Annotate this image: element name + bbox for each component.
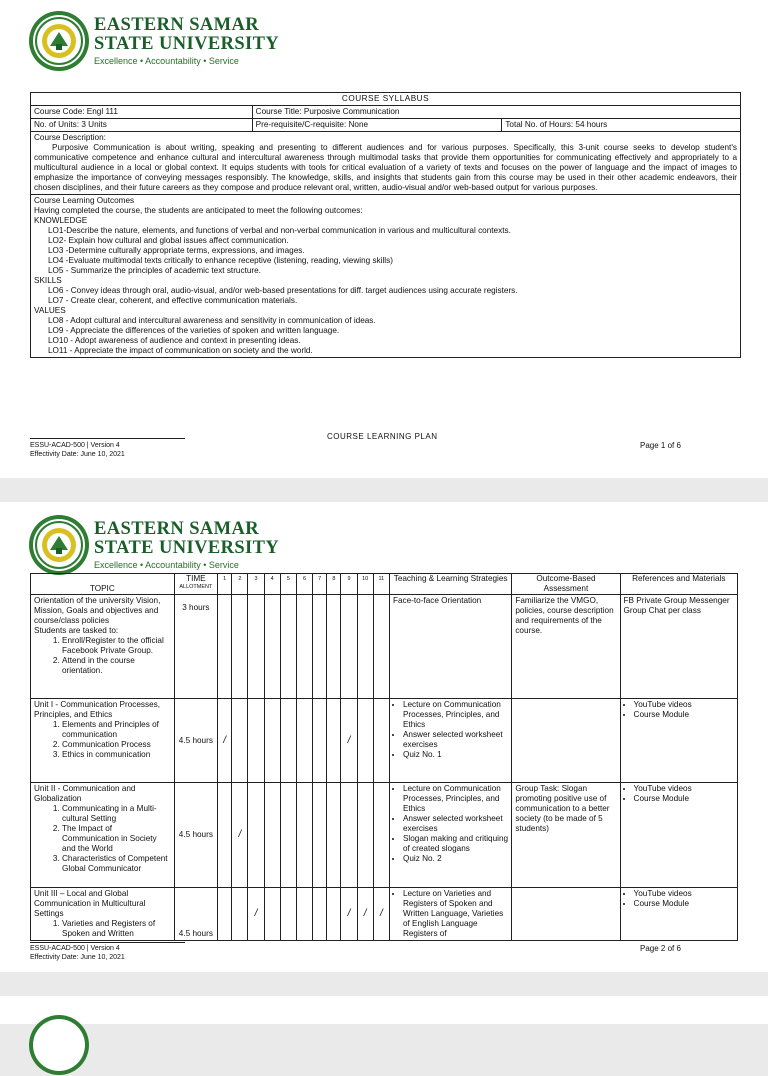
plan-row-unit-3 xyxy=(31,888,738,941)
outcome-item: LO6 - Convey ideas through oral, audio-visual, and/or web-based presentations for diff. target audiences using accurate registers. xyxy=(48,286,518,295)
week-mark xyxy=(373,595,389,699)
header-week: 8 xyxy=(327,574,341,595)
topic-item: 2. The Impact of Communication in Society and the World xyxy=(62,824,171,854)
week-mark: / xyxy=(357,888,373,941)
course-prerequisite: Pre-requisite/C-requisite: None xyxy=(252,119,502,132)
syllabus-title: COURSE SYLLABUS xyxy=(31,93,741,106)
week-mark xyxy=(313,888,327,941)
reference-item: • Course Module xyxy=(634,899,734,909)
strategy-item: • Answer selected worksheet exercises xyxy=(403,730,508,750)
week-mark xyxy=(232,699,248,783)
course-description xyxy=(31,132,741,195)
effectivity-date: Effectivity Date: June 10, 2021 xyxy=(30,954,125,961)
page-3 xyxy=(0,996,768,1024)
page-1 xyxy=(0,0,768,478)
topic-item: 1. Elements and Principles of communication xyxy=(62,720,171,740)
week-mark xyxy=(264,595,280,699)
topic-cell xyxy=(31,699,175,783)
footer-divider xyxy=(30,942,185,943)
week-mark: / xyxy=(218,699,232,783)
university-logo xyxy=(28,514,279,576)
header-week: 2 xyxy=(232,574,248,595)
reference-item: • YouTube videos xyxy=(634,784,734,794)
university-name-line1: EASTERN SAMAR xyxy=(94,519,260,539)
time-allotment: 4.5 hours xyxy=(174,888,217,941)
topic-intro: Unit I - Communication Processes, Principles, and Ethics xyxy=(34,700,161,719)
header-topic: TOPIC xyxy=(31,574,175,595)
week-mark xyxy=(313,783,327,888)
university-logo xyxy=(28,10,279,72)
course-learning-plan-table xyxy=(30,573,738,941)
university-name-line1: EASTERN SAMAR xyxy=(94,15,260,35)
week-mark xyxy=(280,595,296,699)
time-allotment: 3 hours xyxy=(174,595,217,699)
knowledge-label: KNOWLEDGE xyxy=(34,216,88,225)
header-time-label: TIME xyxy=(186,574,206,583)
university-motto: Excellence • Accountability • Service xyxy=(94,56,239,66)
page-number: Page 2 of 6 xyxy=(640,944,681,953)
topic-item: 1. Enroll/Register to the official Facebook Private Group. xyxy=(62,636,171,656)
university-motto: Excellence • Accountability • Service xyxy=(94,560,239,570)
assessment-cell: Group Task: Slogan promoting positive use of communication to a better society (to be made of 5 students) xyxy=(512,783,620,888)
document-code: ESSU-ACAD-500 | Version 4 xyxy=(30,945,120,952)
week-mark xyxy=(218,595,232,699)
assessment-cell: Familiarize the VMGO, policies, course description and requirements of the course. xyxy=(512,595,620,699)
header-references: References and Materials xyxy=(620,574,737,595)
outcome-item: LO5 - Summarize the principles of academic text structure. xyxy=(48,266,261,275)
course-units: No. of Units: 3 Units xyxy=(31,119,253,132)
week-mark xyxy=(296,783,312,888)
week-mark: / xyxy=(341,888,357,941)
topic-item: 3. Ethics in communication xyxy=(62,750,171,760)
header-week: 6 xyxy=(296,574,312,595)
outcome-item: LO2- Explain how cultural and global issues affect communication. xyxy=(48,236,289,245)
description-label: Course Description: xyxy=(34,133,106,142)
week-mark xyxy=(248,595,264,699)
university-name-line2: STATE UNIVERSITY xyxy=(94,538,280,558)
outcome-item: LO8 - Adopt cultural and intercultural awareness and sensitivity in communication of ideas. xyxy=(48,316,376,325)
topic-intro: Orientation of the university Vision, Mission, Goals and objectives and course/class policies xyxy=(34,596,161,625)
outcome-item: LO7 - Create clear, coherent, and effective communication materials. xyxy=(48,296,298,305)
strategy-item: • Quiz No. 1 xyxy=(403,750,508,760)
effectivity-date: Effectivity Date: June 10, 2021 xyxy=(30,451,125,458)
strategy-item: • Quiz No. 2 xyxy=(403,854,508,864)
plan-row-orientation xyxy=(31,595,738,699)
week-mark xyxy=(313,595,327,699)
outcome-item: LO1-Describe the nature, elements, and functions of verbal and non-verbal communication in various and multicultural contexts. xyxy=(48,226,511,235)
clo-label: Course Learning Outcomes xyxy=(34,196,135,205)
topic-item: 2. Communication Process xyxy=(62,740,171,750)
week-mark xyxy=(327,783,341,888)
week-mark xyxy=(264,699,280,783)
week-mark xyxy=(232,888,248,941)
strategy-item: • Lecture on Communication Processes, Principles, and Ethics xyxy=(403,784,508,814)
header-week: 1 xyxy=(218,574,232,595)
outcome-item: LO10 - Adopt awareness of audience and context in presenting ideas. xyxy=(48,336,301,345)
references-cell xyxy=(620,699,737,783)
topic-cell xyxy=(31,783,175,888)
topic-cell xyxy=(31,888,175,941)
reference-item: • Course Module xyxy=(634,794,734,804)
header-allotment-label: ALLOTMENT xyxy=(179,584,213,590)
values-label: VALUES xyxy=(34,306,66,315)
strategies-cell: Face-to-face Orientation xyxy=(389,595,511,699)
week-mark xyxy=(280,699,296,783)
plan-row-unit-2 xyxy=(31,783,738,888)
document-footer xyxy=(30,944,125,962)
week-mark xyxy=(218,888,232,941)
week-mark xyxy=(327,699,341,783)
topic-item: 3. Characteristics of Competent Global Communicator xyxy=(62,854,171,874)
references-cell xyxy=(620,888,737,941)
week-mark xyxy=(296,595,312,699)
week-mark xyxy=(218,783,232,888)
week-mark xyxy=(341,595,357,699)
course-syllabus-table xyxy=(30,92,741,358)
outcome-item: LO9 - Appreciate the differences of the varieties of spoken and written language. xyxy=(48,326,340,335)
week-mark xyxy=(373,699,389,783)
topic-intro: Unit II - Communication and Globalization xyxy=(34,784,136,803)
course-code: Course Code: Engl 111 xyxy=(31,106,253,119)
skills-label: SKILLS xyxy=(34,276,62,285)
week-mark xyxy=(248,783,264,888)
week-mark: / xyxy=(373,888,389,941)
topic-item: 1. Communicating in a Multi-cultural Setting xyxy=(62,804,171,824)
description-text: Purposive Communication is about writing, speaking and presenting to different audiences and for various purposes. Specifically, this 3-unit course seeks to develop student's communicative competence and enhance cultural and intercultural awareness through multimodal tasks that provide them opportunities for communicating effectively and appropriately to a multicultural audience in a local or global context. It equips students with tools for critical evaluation of a variety of texts and focuses on the power of language and the impact of images to emphasize the importance of conveying messages responsibly. The knowledge, skills, and insights that students gain from this course may be used in their other academic endeavors, their chosen disciplines, and their future careers as they compose and produce relevant oral, written, audio-visual and/or web-based output for various purposes. xyxy=(34,143,737,192)
university-seal-icon xyxy=(28,10,90,72)
topic-item: 2. Attend in the course orientation. xyxy=(62,656,171,676)
page-number: Page 1 of 6 xyxy=(640,441,681,450)
week-mark xyxy=(280,888,296,941)
outcome-item: LO11 - Appreciate the impact of communication on society and the world. xyxy=(48,346,313,355)
clo-intro: Having completed the course, the students are anticipated to meet the following outcomes: xyxy=(34,206,363,215)
header-week: 11 xyxy=(373,574,389,595)
strategy-item: • Slogan making and critiquing of created slogans xyxy=(403,834,508,854)
time-allotment: 4.5 hours xyxy=(174,783,217,888)
strategies-cell xyxy=(389,783,511,888)
week-mark xyxy=(280,783,296,888)
week-mark xyxy=(296,888,312,941)
week-mark xyxy=(264,783,280,888)
strategies-cell xyxy=(389,888,511,941)
week-mark xyxy=(373,783,389,888)
footer-divider xyxy=(30,438,185,439)
week-mark xyxy=(357,783,373,888)
assessment-cell xyxy=(512,699,620,783)
topic-sub: Students are tasked to: xyxy=(34,626,119,635)
time-allotment: 4.5 hours xyxy=(174,699,217,783)
week-mark xyxy=(296,699,312,783)
strategies-cell xyxy=(389,699,511,783)
week-mark xyxy=(327,888,341,941)
topic-cell xyxy=(31,595,175,699)
plan-row-unit-1 xyxy=(31,699,738,783)
references-cell: FB Private Group Messenger Group Chat per class xyxy=(620,595,737,699)
plan-header-row xyxy=(31,574,738,595)
week-mark xyxy=(327,595,341,699)
week-mark: / xyxy=(232,783,248,888)
week-mark xyxy=(357,699,373,783)
reference-item: • Course Module xyxy=(634,710,734,720)
assessment-cell xyxy=(512,888,620,941)
course-learning-outcomes xyxy=(31,195,741,358)
course-learning-plan-title: COURSE LEARNING PLAN xyxy=(327,432,438,441)
header-week: 9 xyxy=(341,574,357,595)
header-assessment: Outcome-Based Assessment xyxy=(512,574,620,595)
header-week: 4 xyxy=(264,574,280,595)
strategy-item: • Lecture on Varieties and Registers of Spoken and Written Language, Varieties of English Language Registers of xyxy=(403,889,508,939)
header-week: 5 xyxy=(280,574,296,595)
week-mark xyxy=(341,783,357,888)
week-mark xyxy=(264,888,280,941)
header-week: 10 xyxy=(357,574,373,595)
document-footer xyxy=(30,441,125,459)
outcome-item: LO3 -Determine culturally appropriate terms, expressions, and images. xyxy=(48,246,305,255)
week-mark xyxy=(313,699,327,783)
week-mark xyxy=(232,595,248,699)
university-seal-icon xyxy=(28,1014,90,1076)
outcome-item: LO4 -Evaluate multimodal texts critically to enhance receptive (listening, reading, viewing skills) xyxy=(48,256,393,265)
strategy-item: • Answer selected worksheet exercises xyxy=(403,814,508,834)
week-mark: / xyxy=(248,888,264,941)
topic-intro: Unit III – Local and Global Communication in Multicultural Settings xyxy=(34,889,146,918)
week-mark xyxy=(357,595,373,699)
strategy-item: • Lecture on Communication Processes, Principles, and Ethics xyxy=(403,700,508,730)
course-hours: Total No. of Hours: 54 hours xyxy=(502,119,741,132)
document-code: ESSU-ACAD-500 | Version 4 xyxy=(30,442,120,449)
header-time xyxy=(174,574,217,595)
university-seal-icon xyxy=(28,514,90,576)
header-week: 3 xyxy=(248,574,264,595)
week-mark: / xyxy=(341,699,357,783)
university-name-line2: STATE UNIVERSITY xyxy=(94,34,280,54)
page-2 xyxy=(0,502,768,972)
topic-item: 1. Varieties and Registers of Spoken and Written xyxy=(62,919,171,939)
reference-item: • YouTube videos xyxy=(634,700,734,710)
header-strategies: Teaching & Learning Strategies xyxy=(389,574,511,595)
references-cell xyxy=(620,783,737,888)
header-week: 7 xyxy=(313,574,327,595)
reference-item: • YouTube videos xyxy=(634,889,734,899)
week-mark xyxy=(248,699,264,783)
course-title: Course Title: Purposive Communication xyxy=(252,106,740,119)
